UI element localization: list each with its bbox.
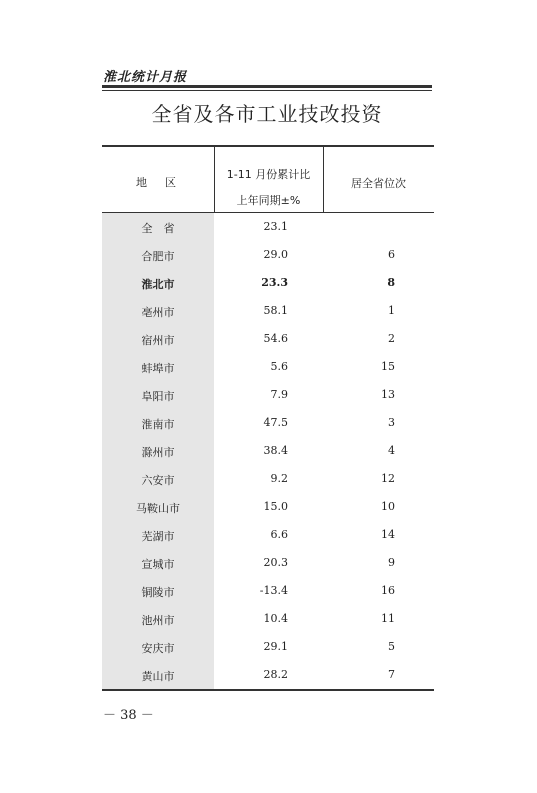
row-rank: 10 [381, 500, 395, 513]
row-name: 淮北市 [141, 278, 175, 291]
row-name: 宿州市 [141, 334, 175, 347]
row-name: 淮南市 [141, 418, 175, 431]
row-value: 20.3 [263, 556, 288, 569]
page-number: － 38 － [103, 708, 154, 723]
header-rank: 居全省位次 [351, 177, 406, 190]
row-rank: 15 [381, 360, 395, 373]
row-value: 23.1 [263, 220, 288, 233]
table-row [102, 326, 434, 354]
table-row [102, 242, 434, 270]
row-value: 54.6 [263, 332, 288, 345]
table-row [102, 354, 434, 382]
row-rank: 16 [381, 584, 395, 597]
row-value: 6.6 [270, 528, 288, 541]
table-row [102, 662, 434, 690]
table-row [102, 410, 434, 438]
header-rule-thin [102, 90, 432, 91]
row-value: 47.5 [263, 416, 288, 429]
row-name: 黄山市 [141, 670, 175, 683]
row-value: 38.4 [263, 444, 288, 457]
row-value: 28.2 [263, 668, 288, 681]
table-row [102, 606, 434, 634]
row-value: 10.4 [263, 612, 288, 625]
row-name: 蚌埠市 [141, 362, 175, 375]
row-rank: 9 [388, 556, 395, 569]
row-rank: 1 [388, 304, 395, 317]
row-value: 7.9 [270, 388, 288, 401]
row-rank: 3 [388, 416, 395, 429]
row-name: 马鞍山市 [136, 502, 180, 515]
row-name: 宣城市 [141, 558, 175, 571]
row-name: 合肥市 [141, 250, 175, 263]
table-row [102, 466, 434, 494]
row-rank: 12 [381, 472, 395, 485]
table-bottom-rule [102, 689, 434, 691]
header-rule-thick [102, 85, 432, 88]
row-name: 六安市 [141, 474, 175, 487]
row-name: 阜阳市 [141, 390, 175, 403]
row-value: 58.1 [263, 304, 288, 317]
header-region: 地区 [136, 176, 194, 189]
row-name: 安庆市 [141, 642, 175, 655]
table-row [102, 578, 434, 606]
row-name: 芜湖市 [141, 530, 175, 543]
row-rank: 11 [381, 612, 395, 625]
row-value: -13.4 [259, 584, 288, 597]
header-cumulative-line2: 上年同期±% [236, 194, 301, 207]
row-rank: 14 [381, 528, 395, 541]
row-name: 亳州市 [141, 306, 175, 319]
row-rank: 4 [388, 444, 395, 457]
row-name: 池州市 [141, 614, 175, 627]
row-value: 29.1 [263, 640, 288, 653]
table-row [102, 494, 434, 522]
table-row-highlighted [102, 270, 434, 298]
row-value: 9.2 [270, 472, 288, 485]
row-rank: 8 [387, 276, 395, 289]
row-name: 全 省 [141, 222, 175, 235]
table-row [102, 438, 434, 466]
header-cumulative-line1: 1-11 月份累计比 [226, 168, 311, 181]
row-name: 滁州市 [141, 446, 175, 459]
table-row [102, 634, 434, 662]
row-rank: 6 [388, 248, 395, 261]
row-rank: 13 [381, 388, 395, 401]
page-title: 全省及各市工业技改投资 [151, 102, 383, 126]
row-value: 15.0 [263, 500, 288, 513]
row-rank: 2 [388, 332, 395, 345]
row-value: 5.6 [270, 360, 288, 373]
row-value: 29.0 [263, 248, 288, 261]
table-body [102, 214, 434, 690]
publication-title: 淮北统计月报 [103, 70, 188, 85]
table-row [102, 522, 434, 550]
table-row [102, 382, 434, 410]
table-row [102, 298, 434, 326]
row-name: 铜陵市 [141, 586, 175, 599]
table-row [102, 550, 434, 578]
table-row [102, 214, 434, 242]
row-rank: 5 [388, 640, 395, 653]
row-rank: 7 [388, 668, 395, 681]
row-value: 23.3 [261, 276, 288, 289]
